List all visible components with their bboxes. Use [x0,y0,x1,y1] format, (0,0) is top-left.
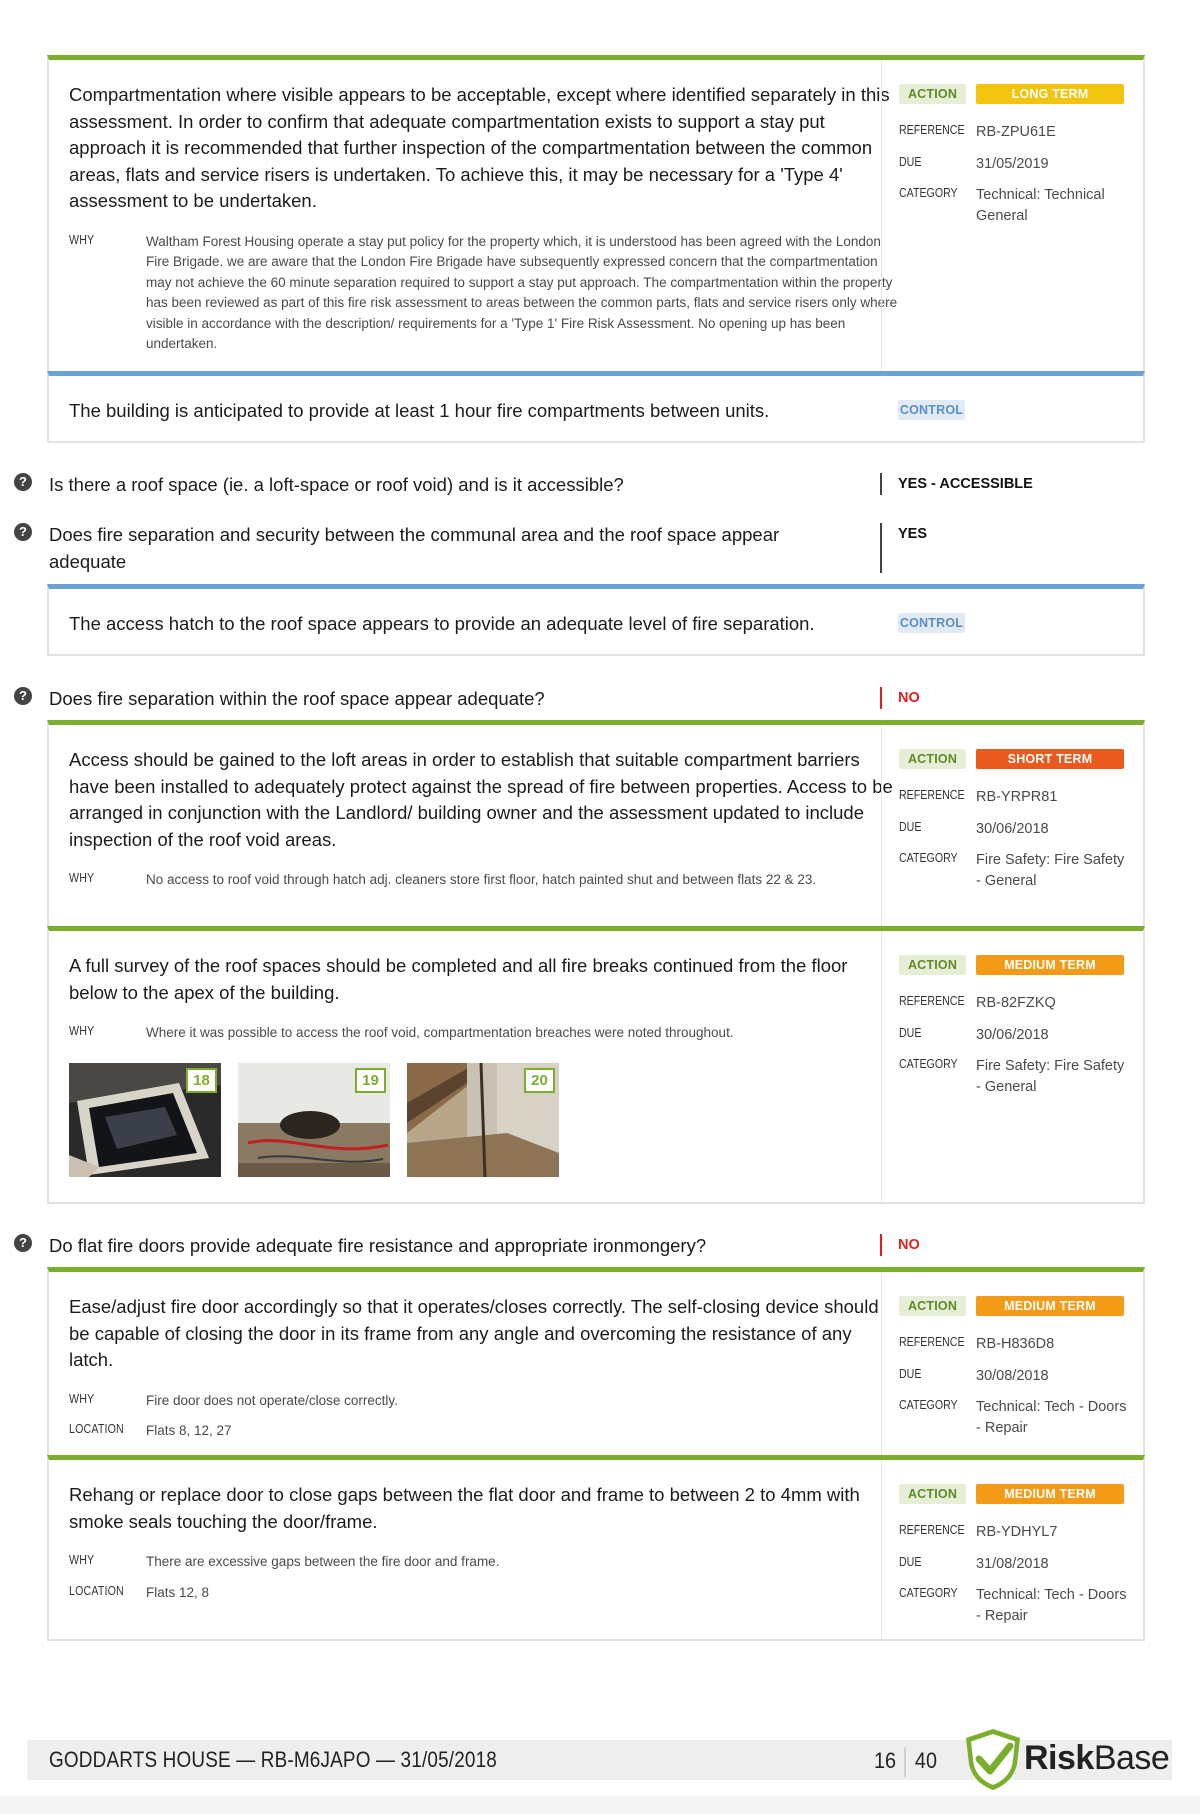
logo-risk-text: Risk [1024,1739,1094,1777]
due-value: 30/06/2018 [976,820,1049,837]
term-badge: MEDIUM TERM [976,1484,1124,1504]
answer-divider [880,687,882,709]
question-answer: NO [898,1237,920,1253]
page-footer [27,1740,1172,1780]
question-flat-fire-doors [14,1233,1154,1263]
control-tag: CONTROL [898,613,965,633]
due-label: DUE [899,1366,922,1381]
control-text: The building is anticipated to provide at least 1 hour fire compartments between units. [69,400,770,421]
recommendation-text: Rehang or replace door to close gaps between the flat door and frame to between 2 to 4mm with smoke seals touching the door/frame. [69,1484,860,1532]
action-tag: ACTION [899,84,966,104]
location-label: LOCATION [69,1583,124,1598]
question-icon: ? [14,1234,32,1252]
action-card-fire-door-adjust [47,1267,1145,1457]
action-meta [881,725,1132,926]
reference-label: REFERENCE [899,994,965,1008]
why-label: WHY [69,232,95,247]
action-tag: ACTION [899,1296,966,1316]
question-fire-separation-roof [14,686,1154,716]
action-tag: ACTION [899,955,966,975]
why-row [69,1552,899,1573]
action-card-compartmentation [47,55,1145,373]
photo-number-badge: 18 [186,1068,217,1093]
question-text: Do flat fire doors provide adequate fire resistance and appropriate ironmongery? [49,1235,707,1256]
location-text: Flats 12, 8 [146,1584,210,1600]
page-separator [905,1747,906,1777]
action-meta [881,60,1132,371]
due-label: DUE [899,1025,922,1040]
question-roof-space [14,472,1154,502]
reference-value: RB-H836D8 [976,1336,1055,1352]
question-fire-separation-communal [14,522,1154,578]
action-tag: ACTION [899,749,966,769]
category-label: CATEGORY [899,186,958,200]
control-card-fire-compartments [47,371,1145,443]
logo-base-text: Base [1093,1739,1170,1777]
due-label: DUE [899,154,922,169]
term-badge: MEDIUM TERM [976,1296,1124,1316]
why-text: Where it was possible to access the roof void, compartmentation breaches were noted throughout. [146,1025,734,1040]
question-icon: ? [14,523,32,541]
term-badge: MEDIUM TERM [976,955,1124,975]
control-tag: CONTROL [898,400,965,420]
reference-label: REFERENCE [899,1335,965,1349]
reference-label: REFERENCE [899,123,965,137]
category-value: Fire Safety: Fire Safety - General [976,852,1125,889]
total-pages: 40 [914,1747,937,1773]
due-value: 30/08/2018 [976,1367,1049,1384]
reference-value: RB-82FZKQ [976,995,1056,1011]
due-value: 31/08/2018 [976,1555,1049,1572]
question-icon: ? [14,473,32,491]
page-indicator [874,1747,937,1777]
recommendation-text: Ease/adjust fire door accordingly so that it operates/closes correctly. The self-closing device should be capable of closing the door in its frame from any angle and overcoming the resistance of any latch. [69,1296,879,1370]
question-answer: YES [898,526,928,542]
action-tag: ACTION [899,1484,966,1504]
category-label: CATEGORY [899,851,958,865]
question-text: Does fire separation within the roof space appear adequate? [49,688,545,709]
category-value: Technical: Tech - Doors - Repair [976,1399,1127,1436]
reference-label: REFERENCE [899,788,965,802]
answer-divider [880,523,882,573]
category-value: Technical: Technical General [976,187,1105,224]
category-value: Fire Safety: Fire Safety - General [976,1058,1125,1095]
reference-value: RB-YRPR81 [976,789,1058,805]
category-label: CATEGORY [899,1398,958,1412]
photo-number-badge: 20 [524,1068,555,1093]
due-value: 30/06/2018 [976,1026,1049,1043]
photo-thumbnail[interactable] [407,1063,559,1177]
page-bottom-edge [0,1796,1200,1814]
question-icon: ? [14,687,32,705]
location-row [69,1583,899,1604]
recommendation-text: Compartmentation where visible appears to be acceptable, except where identified separately in this assessment. In order to confirm that adequate compartmentation exists to support a stay put approach it is recommended that further inspection of the compartmentation between the common areas, flats and service risers is undertaken. To achieve this, it may be necessary for a 'Type 4' assessment to be undertaken. [69,84,890,211]
why-label: WHY [69,1391,95,1406]
recommendation-text: A full survey of the roof spaces should be completed and all fire breaks continued from the floor below to the apex of the building. [69,955,848,1003]
why-text: No access to roof void through hatch adj. cleaners store first floor, hatch painted shut and between flats 22 & 23. [146,872,817,887]
question-answer: NO [898,690,920,706]
action-meta [881,931,1132,1202]
answer-divider [880,1234,882,1256]
control-text: The access hatch to the roof space appears to provide an adequate level of fire separation. [69,613,815,634]
why-label: WHY [69,1024,95,1038]
document-title: GODDARTS HOUSE — RB-M6JAPO — 31/05/2018 [49,1747,497,1772]
question-answer: YES - ACCESSIBLE [898,476,1033,492]
due-label: DUE [899,1554,922,1569]
shield-check-icon [962,1726,1024,1792]
reference-value: RB-YDHYL7 [976,1524,1058,1540]
location-text: Flats 8, 12, 27 [146,1423,232,1438]
why-row [69,870,899,891]
photo-gallery [69,1063,899,1177]
photo-number-badge: 19 [355,1068,386,1093]
answer-divider [880,473,882,495]
category-label: CATEGORY [899,1586,958,1600]
location-label: LOCATION [69,1422,124,1436]
why-row [69,1023,899,1044]
category-value: Technical: Tech - Doors - Repair [976,1587,1127,1624]
why-text: Waltham Forest Housing operate a stay put policy for the property which, it is understood has been agreed with the London Fire Brigade. we are aware that the London Fire Brigade have subsequently expressed concern that the compartmentation may not achieve the 60 minute separation required to support a stay put approach. The compartmentation within the property has been reviewed as part of this fire risk assessment to areas between the common parts, flats and service risers only where visible in accordance with the description/ requirements for a 'Type 1' Fire Risk Assessment. No opening up has been undertaken. [146,233,898,351]
term-badge: SHORT TERM [976,749,1124,769]
why-row [69,232,899,355]
action-card-rehang-door [47,1455,1145,1641]
recommendation-text: Access should be gained to the loft areas in order to establish that suitable compartment barriers have been installed to adequately protect against the spread of fire between properties. Access to be arranged in conjunction with the Landlord/ building owner and the assessment updated to include inspection of the roof void areas. [69,749,893,850]
question-text: Does fire separation and security between the communal area and the roof space appear adequate [49,524,780,572]
why-text: Fire door does not operate/close correctly. [146,1392,398,1408]
category-label: CATEGORY [899,1057,958,1071]
why-row [69,1391,899,1412]
location-row [69,1421,899,1442]
action-meta [881,1460,1132,1639]
photo-thumbnail[interactable] [69,1063,221,1177]
current-page: 16 [874,1747,897,1773]
photo-thumbnail[interactable] [238,1063,390,1177]
riskbase-logo [962,1726,1172,1792]
why-label: WHY [69,1553,95,1567]
term-badge: LONG TERM [976,84,1124,104]
due-label: DUE [899,819,922,834]
reference-value: RB-ZPU61E [976,124,1056,140]
logo-wordmark [1024,1739,1169,1778]
control-card-access-hatch [47,584,1145,656]
question-text: Is there a roof space (ie. a loft-space or roof void) and is it accessible? [49,474,624,495]
action-meta [881,1272,1132,1455]
action-card-loft-access [47,720,1145,928]
why-label: WHY [69,871,95,885]
why-text: There are excessive gaps between the fire door and frame. [146,1554,500,1569]
reference-label: REFERENCE [899,1523,965,1537]
due-value: 31/05/2019 [976,155,1049,172]
action-card-roof-survey [47,926,1145,1204]
